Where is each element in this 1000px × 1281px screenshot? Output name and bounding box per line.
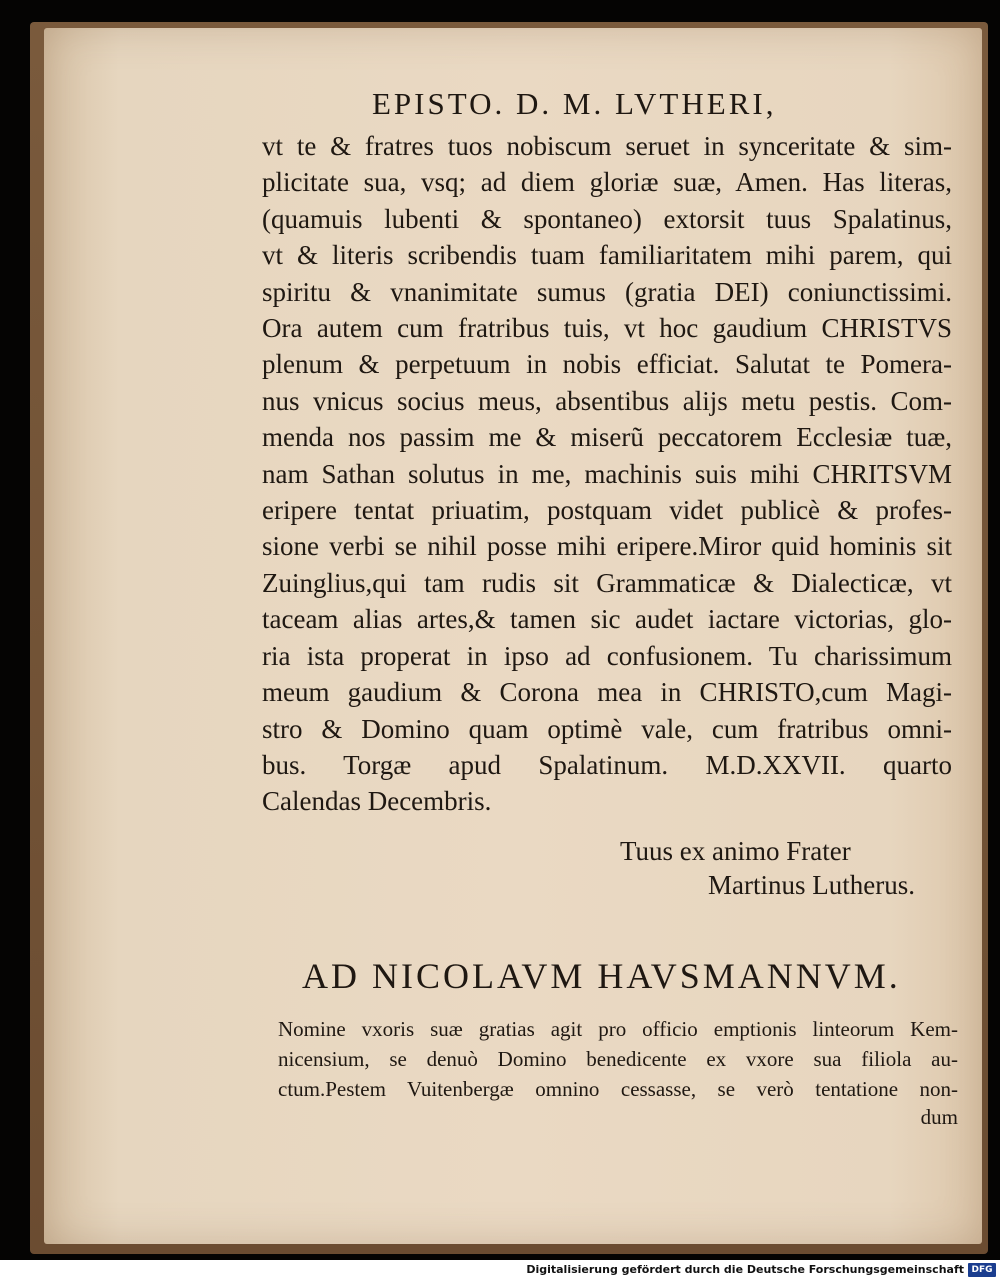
letter-body	[262, 128, 952, 820]
dfg-logo: DFG	[968, 1263, 996, 1277]
catchword: dum	[920, 1104, 958, 1129]
text-line: bus. Torgæ apud Spalatinum. M.D.XXVII. quarto	[262, 749, 952, 780]
text-line: taceam alias artes,& tamen sic audet iactare victorias, glo-	[262, 604, 952, 635]
page-text-block	[262, 80, 958, 1130]
text-line: menda nos passim me & miserũ peccatorem Ecclesiæ tuæ,	[262, 422, 952, 453]
section-heading: AD NICOLAVM HAVSMANNVM.	[302, 955, 901, 996]
text-line: spiritu & vnanimitate sumus (gratia DEI) coniunctissimi.	[262, 276, 952, 307]
text-line: plicitate sua, vsq; ad diem gloriæ suæ, Amen. Has literas,	[262, 167, 952, 198]
text-line: (quamuis lubenti & spontaneo) extorsit tuus Spalatinus,	[262, 203, 952, 234]
text-line: Calendas Decembris.	[262, 786, 492, 817]
text-line: ria ista properat in ipso ad confusionem. Tu charissimum	[262, 640, 952, 671]
text-line: Ora autem cum fratribus tuis, vt hoc gaudium CHRISTVS	[262, 313, 952, 344]
running-head: EPISTO. D. M. LVTHERI,	[372, 86, 777, 121]
text-line: vt te & fratres tuos nobiscum seruet in synceritate & sim-	[262, 131, 952, 161]
signature: Martinus Lutherus.	[708, 869, 915, 900]
text-line: eripere tentat priuatim, postquam videt publicè & profes-	[262, 495, 952, 526]
text-line: nus vnicus socius meus, absentibus alijs metu pestis. Com-	[262, 385, 952, 416]
closing-salutation: Tuus ex animo Frater	[620, 835, 851, 866]
funding-credit: Digitalisierung gefördert durch die Deutsche Forschungsgemeinschaft	[526, 1263, 964, 1276]
text-line: Zuinglius,qui tam rudis sit Grammaticæ & Dialecticæ, vt	[262, 567, 952, 598]
summary-line: Nomine vxoris suæ gratias agit pro officio emptionis linteorum Kem-	[278, 1016, 958, 1041]
footer-bar	[0, 1260, 1000, 1281]
text-line: vt & literis scribendis tuam familiaritatem mihi parem, qui	[262, 240, 952, 271]
letter-closing	[262, 834, 952, 902]
summary-line: nicensium, se denuò Domino benedicente ex vxore sua filiola au-	[278, 1046, 958, 1071]
text-line: sione verbi se nihil posse mihi eripere.Miror quid hominis sit	[262, 531, 952, 562]
letter-summary	[278, 1014, 958, 1104]
text-line: plenum & perpetuum in nobis efficiat. Salutat te Pomera-	[262, 349, 952, 380]
text-line: stro & Domino quam optimè vale, cum fratribus omni-	[262, 713, 952, 744]
text-line: nam Sathan solutus in me, machinis suis mihi CHRITSVM	[262, 458, 952, 489]
text-line: meum gaudium & Corona mea in CHRISTO,cum Magi-	[262, 677, 952, 708]
summary-line: ctum.Pestem Vuitenbergæ omnino cessasse, se verò tentatione non-	[278, 1076, 958, 1101]
